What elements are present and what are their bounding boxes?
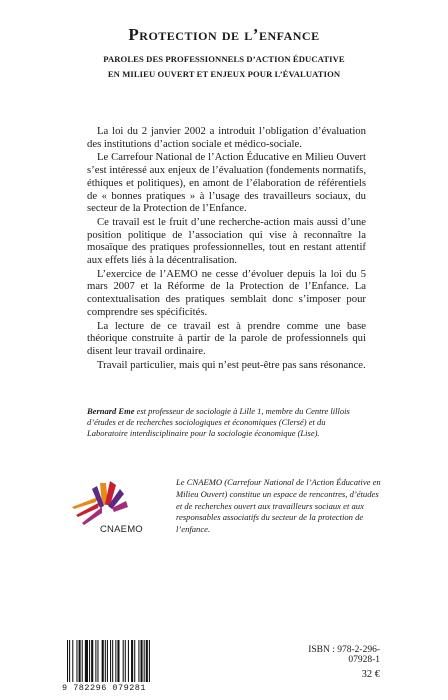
author-name: Bernard Eme: [87, 406, 135, 416]
back-cover-summary: [87, 125, 366, 372]
subtitle-line-1: PAROLES DES PROFESSIONNELS D’ACTION ÉDUCATIVE: [103, 54, 345, 64]
barcode-bar: [144, 640, 145, 682]
summary-paragraph: La lecture de ce travail est à prendre comme une base théorique construite à partir de la parole de professionnels qui disent leur travail ordinaire.: [87, 319, 366, 357]
barcode: [65, 640, 179, 684]
barcode-bar: [112, 640, 113, 682]
barcode-bar: [128, 640, 129, 682]
barcode-bar: [102, 640, 104, 682]
barcode-bar: [146, 640, 148, 682]
barcode-bar: [67, 640, 68, 682]
barcode-bar: [95, 640, 96, 682]
barcode-bar: [69, 640, 70, 682]
barcode-bar: [82, 640, 83, 682]
summary-paragraph: L’exercice de l’AEMO ne cesse d’évoluer depuis la loi du 5 mars 2007 et la Réforme de la Protection de l’Enfance. La contextualisation des pratiques semblait donc s’imposer pour comprendre ses spécificités.: [87, 267, 366, 318]
cnaemo-logo-label: CNAEMO: [100, 524, 143, 535]
barcode-bar: [110, 640, 111, 682]
barcode-bar: [72, 640, 73, 682]
barcode-bar: [149, 640, 150, 682]
barcode-digits: 9 782296 079281: [62, 683, 147, 693]
barcode-bar: [131, 640, 133, 682]
summary-paragraph: Ce travail est le fruit d’une recherche-action mais aussi d’une position politique de l’association qui vise à reconnaître la mosaïque des pratiques professionnelles, tout en restant attentif aux effets liés à la décentralisation.: [87, 215, 366, 267]
barcode-bar: [89, 640, 90, 682]
book-subtitle: [40, 52, 408, 82]
isbn-label: ISBN : 978-2-296-07928-1: [308, 645, 380, 665]
barcode-bar: [138, 640, 139, 682]
author-note: [87, 406, 366, 439]
summary-paragraph: Le Carrefour National de l’Action Éducative en Milieu Ouvert s’est intéressé aux enjeux de l’évaluation (fondements normatifs, éthiques et politiques), en amont de l’élaboration de référentiels de « bonnes pratiques » à l’usage des travailleurs sociaux, du secteur de la Protection de l’Enfance.: [87, 151, 366, 215]
author-bio: est professeur de sociologie à Lille 1, membre du Centre lillois d’études et de recherches sociologiques et économiques (Clersé) et du Laboratoire interdisciplinaire pour la sociologie économique (Lise).: [87, 406, 350, 438]
subtitle-line-2: EN MILIEU OUVERT ET ENJEUX POUR L’ÉVALUATION: [107, 69, 341, 79]
summary-paragraph: Travail particulier, mais qui n’est peut-être pas sans résonance.: [97, 358, 366, 371]
barcode-bar: [117, 640, 119, 682]
barcode-bar: [134, 640, 135, 682]
barcode-bar: [123, 640, 124, 682]
barcode-bar: [79, 640, 81, 682]
cnaemo-description: Le CNAEMO (Carrefour National de l’Action Éducative en Milieu Ouvert) constitue un espace de rencontres, d’études et de recherches ouvert aux travailleurs sociaux et aux responsables associatifs du secteur de la protection de l’enfance.: [176, 477, 381, 535]
barcode-bar: [115, 640, 116, 682]
cnaemo-logo: [62, 475, 162, 555]
barcode-bar: [125, 640, 126, 682]
barcode-bar: [76, 640, 77, 682]
barcode-bar: [91, 640, 93, 682]
book-title: Protection de l’enfance: [128, 25, 320, 44]
barcode-bar: [105, 640, 106, 682]
barcode-bar: [97, 640, 98, 682]
summary-paragraph: La loi du 2 janvier 2002 a introduit l’obligation d’évaluation des institutions d’action sociale et médico-sociale.: [87, 125, 366, 150]
barcode-bar: [141, 640, 143, 682]
barcode-bar: [107, 640, 108, 682]
price-label: 32 €: [361, 669, 380, 680]
barcode-bar: [85, 640, 88, 682]
